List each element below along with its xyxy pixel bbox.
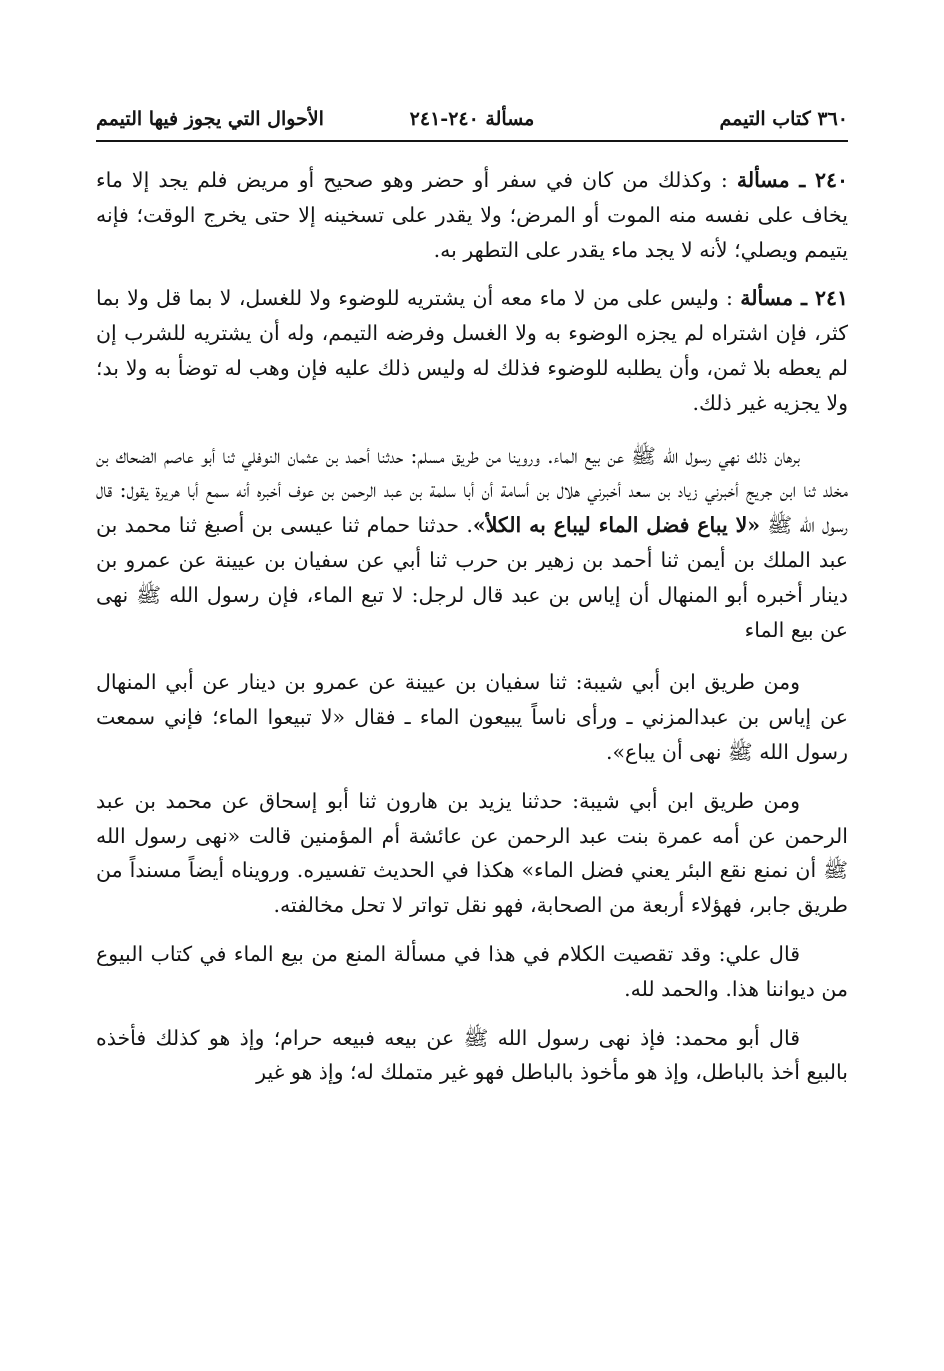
- paragraph-proof: [96, 439, 848, 648]
- paragraph-ibn-abi-shaybah-2: [96, 784, 848, 923]
- paragraph-text: : وكذلك من كان في سفر أو حضر وهو صحيح أو مريض فلم يجد إلا ماء يخاف على نفسه منه الموت أو المرض؛ ولا يقدر على تسخينه إلا حتى يخرج الوقت؛ فإنه يتيمم ويصلي؛ لأنه لا يجد ماء يقدر على التطهر به.: [96, 168, 848, 262]
- issue-label: ٢٤١ ـ مسألة: [740, 286, 848, 311]
- paragraph-text: برهان ذلك نهي رسول الله ﷺ عن بيع الماء. وروينا من طريق مسلم: حدثنا أحمد بن عثمان النوفلي ثنا أبو عاصم الضحاك بن مخلد ثنا ابن جريج أخبرني زياد بن سعد أخبرني هلال بن أسامة أن أبا سلمة بن عبد الرحمن بن عوف أخبره أنه سمع أبا هريرة يقول: قال رسول الله ﷺ: [96, 443, 848, 538]
- issue-label: ٢٤٠ ـ مسألة: [736, 168, 848, 192]
- header-rule: [96, 140, 848, 142]
- paragraph-text: : وليس على من لا ماء معه أن يشتريه للوضوء ولا للغسل، لا بما قل ولا بما كثر، فإن اشتراه لم يجزه الوضوء به ولا الغسل وفرضه التيمم، وله أن يشتريه للشرب إن لم يعطه بلا ثمن، وأن يطلبه للوضوء فذلك له وليس ذلك عليه فإن وهب له توضأ به ولا بد؛ ولا يجزيه غير ذلك.: [96, 286, 848, 415]
- issue-range: مسألة ٢٤٠-٢٤١: [409, 108, 535, 130]
- paragraph-text: قال أبو محمد: فإذ نهى رسول الله ﷺ عن بيعه فبيعه حرام؛ وإذ هو كذلك فأخذه بالبيع أخذ بالباطل، وإذ هو مأخوذ بالباطل فهو غير متملك له؛ وإذ هو غير: [96, 1025, 848, 1085]
- paragraph-text: ومن طريق ابن أبي شيبة: ثنا سفيان بن عيينة عن عمرو بن دينار عن أبي المنهال عن إياس بن عبدالمزني ـ ورأى ناساً يبيعون الماء ـ فقال «لا تبيعوا الماء؛ فإني سمعت رسول الله ﷺ نهى أن يباع».: [96, 670, 848, 764]
- page-body: [96, 163, 848, 1090]
- paragraph-text: . حدثنا حمام ثنا عيسى بن أصبغ ثنا محمد بن عبد الملك بن أيمن ثنا أحمد بن زهير بن حرب ثنا أبي عن سفيان بن عيينة عن عمرو بن دينار أخبره أبو المنهال أن إياس بن عبد قال لرجل: لا تبع الماء، فإن رسول الله ﷺ نهى عن بيع الماء: [96, 513, 848, 642]
- chapter-title: الأحوال التي يجوز فيها التيمم: [96, 108, 324, 130]
- running-header: [96, 104, 848, 140]
- paragraph-abu-muhammad: [96, 1021, 848, 1091]
- paragraph-ibn-abi-shaybah-1: [96, 665, 848, 769]
- hadith-quote: «لا يباع فضل الماء ليباع به الكلأ»: [472, 513, 761, 538]
- page-number-and-book-title: ٣٦٠ كتاب التيمم: [719, 108, 848, 130]
- paragraph-text: قال علي: وقد تقصيت الكلام في هذا في مسألة المنع من بيع الماء في كتاب البيوع من ديواننا هذا. والحمد لله.: [96, 941, 848, 1001]
- paragraph-text: ومن طريق ابن أبي شيبة: حدثنا يزيد بن هارون ثنا أبو إسحاق عن محمد بن عبد الرحمن عن أمه عمرة بنت عبد الرحمن عن عائشة أم المؤمنين قالت «نهى رسول الله ﷺ أن نمنع نقع البئر يعني فضل الماء» هكذا في الحديث تفسيره. ورويناه أيضاً مسنداً من طريق جابر، فهؤلاء أربعة من الصحابة، فهو نقل تواتر لا تحل مخالفته.: [96, 788, 848, 918]
- paragraph-qala-ali: [96, 937, 848, 1007]
- paragraph-issue-240: [96, 163, 848, 267]
- paragraph-issue-241: [96, 281, 848, 420]
